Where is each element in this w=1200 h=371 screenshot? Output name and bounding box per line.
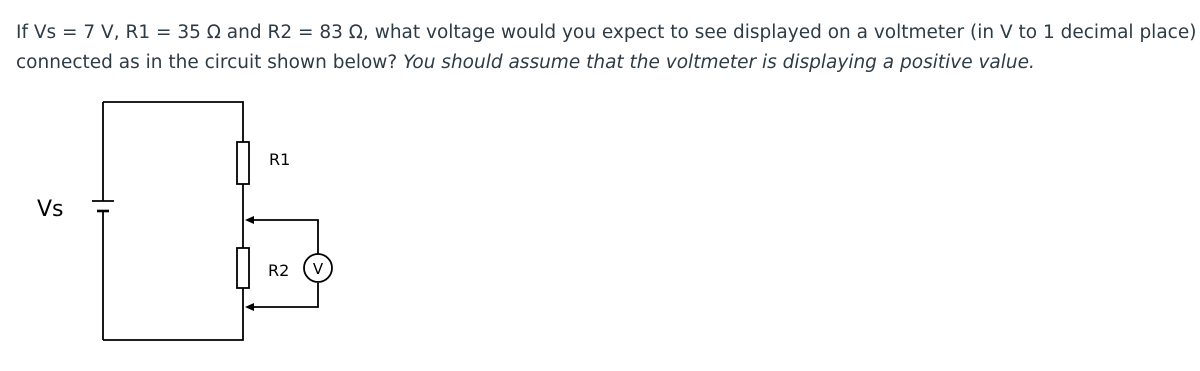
question-line-2-text: connected as in the circuit shown below? [16,52,404,73]
r1-label: R1 [269,150,291,169]
resistor-r2 [237,248,249,288]
voltmeter-lead-top [248,220,318,254]
question-line-1: If Vs = 7 V, R1 = 35 Ω and R2 = 83 Ω, what voltage would you expect to see displayed on a voltmeter (in V to 1 decimal place) [16,22,1197,43]
source-label: Vs [37,197,64,222]
probe-arrow-top [245,216,254,224]
probe-arrow-bottom [245,303,254,311]
question-assumption: You should assume that the voltmeter is displaying a positive value. [403,52,1035,73]
r2-label: R2 [268,261,290,280]
wire-top [103,102,243,142]
battery-symbol [92,201,114,211]
voltmeter-lead-bottom [248,283,318,307]
wire-bottom [103,288,243,340]
resistor-r1 [237,142,249,184]
voltmeter-label: V [312,260,324,278]
